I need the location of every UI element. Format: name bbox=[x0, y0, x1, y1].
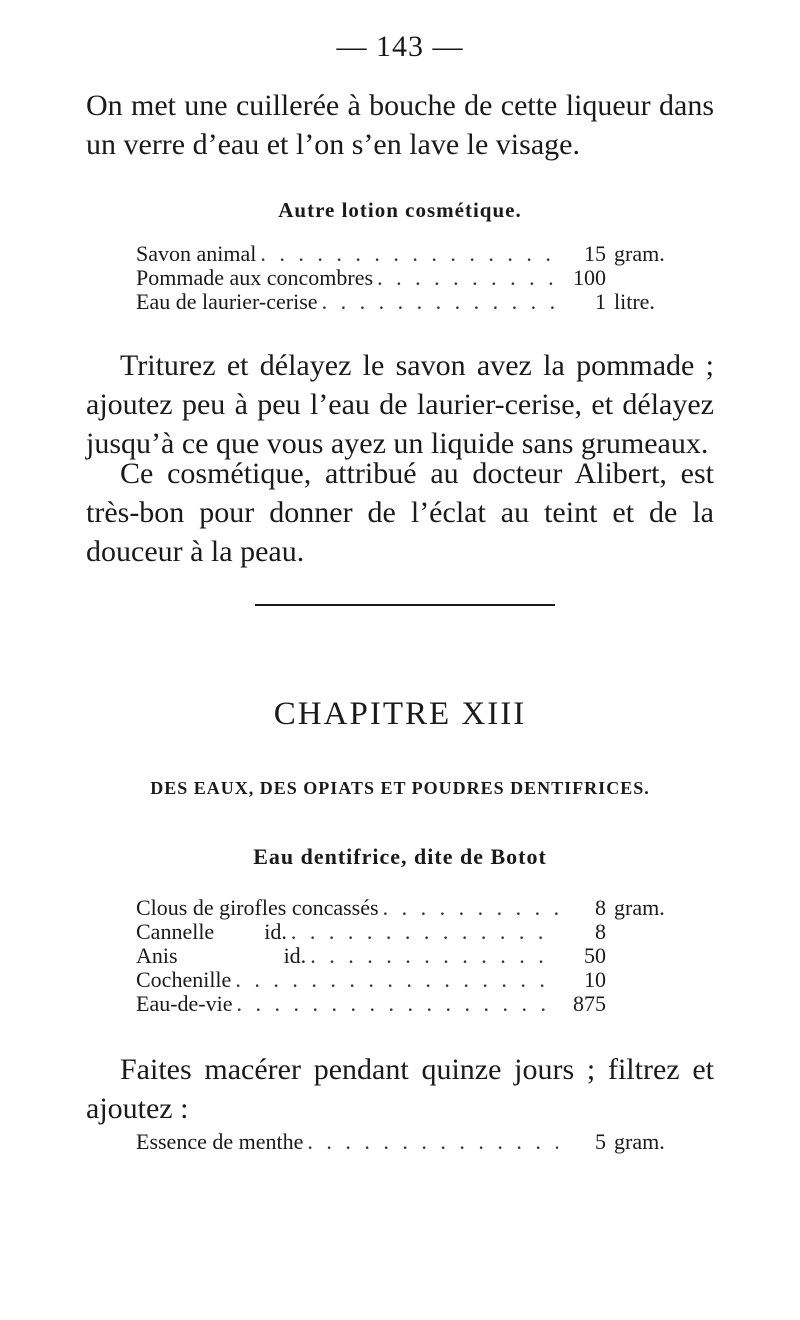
ingredient-unit bbox=[606, 920, 676, 944]
dot-leader bbox=[303, 1130, 558, 1154]
ingredient-name: Eau de laurier-cerise bbox=[136, 289, 318, 314]
ingredient-idem: id. bbox=[264, 919, 287, 944]
section-title-lotion: Autre lotion cosmétique. bbox=[278, 198, 522, 222]
ingredient-qty: 1 bbox=[595, 289, 606, 314]
ingredient-unit bbox=[606, 944, 676, 968]
lotion-instructions: Triturez et délayez le savon avez la pommade ; ajoutez peu à peu l’eau de laurier-cerise, et délayez jusqu’à ce que vous ayez un liquide sans grumeaux. bbox=[86, 349, 714, 460]
ingredient-unit bbox=[606, 968, 676, 992]
ingredient-qty: 100 bbox=[573, 265, 606, 290]
ingredient-row bbox=[136, 992, 676, 1016]
ingredient-name: Anis bbox=[136, 943, 178, 968]
ingredient-row bbox=[136, 266, 676, 290]
ingredient-qty: 50 bbox=[584, 943, 606, 968]
ingredient-name: Clous de girofles concassés bbox=[136, 895, 379, 920]
ingredient-row bbox=[136, 1130, 676, 1154]
ingredient-unit bbox=[606, 992, 676, 1016]
dot-leader bbox=[256, 242, 558, 266]
ingredient-name: Pommade aux concombres bbox=[136, 265, 374, 290]
ingredient-row bbox=[136, 944, 676, 968]
ingredient-table-lotion bbox=[136, 242, 676, 314]
ingredient-row bbox=[136, 920, 676, 944]
ingredient-unit: gram. bbox=[614, 895, 665, 920]
ingredient-name: Eau-de-vie bbox=[136, 991, 233, 1016]
ingredient-unit: gram. bbox=[614, 241, 665, 266]
ingredient-name: Cochenille bbox=[136, 967, 232, 992]
ingredient-row bbox=[136, 896, 676, 920]
ingredient-table-extra bbox=[136, 1130, 676, 1154]
ingredient-unit: litre. bbox=[614, 289, 655, 314]
dot-leader bbox=[318, 290, 558, 314]
ingredient-name: Cannelle bbox=[136, 919, 215, 944]
lotion-note: Ce cosmétique, attribué au docteur Alibert, est très-bon pour donner de l’éclat au teint et de la douceur à la peau. bbox=[86, 457, 714, 568]
chapter-subtitle: DES EAUX, DES OPIATS ET POUDRES DENTIFRICES. bbox=[150, 778, 650, 798]
ingredient-qty: 8 bbox=[595, 895, 606, 920]
section-title-botot: Eau dentifrice, dite de Botot bbox=[253, 844, 547, 869]
botot-instructions: Faites macérer pendant quinze jours ; filtrez et ajoutez : bbox=[86, 1053, 714, 1125]
page-number: — 143 — bbox=[336, 30, 464, 63]
ingredient-qty: 10 bbox=[584, 967, 606, 992]
dot-leader bbox=[373, 266, 558, 290]
chapter-title: CHAPITRE XIII bbox=[273, 696, 527, 732]
dot-leader bbox=[379, 896, 558, 920]
ingredient-qty: 5 bbox=[595, 1129, 606, 1154]
ingredient-qty: 15 bbox=[584, 241, 606, 266]
ingredient-row bbox=[136, 242, 676, 266]
ingredient-table-botot bbox=[136, 896, 676, 1016]
ingredient-idem: id. bbox=[283, 943, 307, 968]
dot-leader bbox=[233, 992, 559, 1016]
dot-leader bbox=[231, 968, 558, 992]
ingredient-qty: 8 bbox=[595, 919, 606, 944]
section-divider bbox=[255, 604, 555, 606]
ingredient-row bbox=[136, 968, 676, 992]
dot-leader bbox=[287, 920, 558, 944]
ingredient-qty: 875 bbox=[573, 991, 606, 1016]
ingredient-unit: gram. bbox=[614, 1129, 665, 1154]
ingredient-name: Savon animal bbox=[136, 241, 257, 266]
intro-paragraph: On met une cuillerée à bouche de cette liqueur dans un verre d’eau et l’on s’en lave le visage. bbox=[86, 89, 714, 161]
ingredient-row bbox=[136, 290, 676, 314]
dot-leader bbox=[306, 944, 558, 968]
ingredient-name: Essence de menthe bbox=[136, 1129, 304, 1154]
ingredient-unit bbox=[606, 266, 676, 290]
